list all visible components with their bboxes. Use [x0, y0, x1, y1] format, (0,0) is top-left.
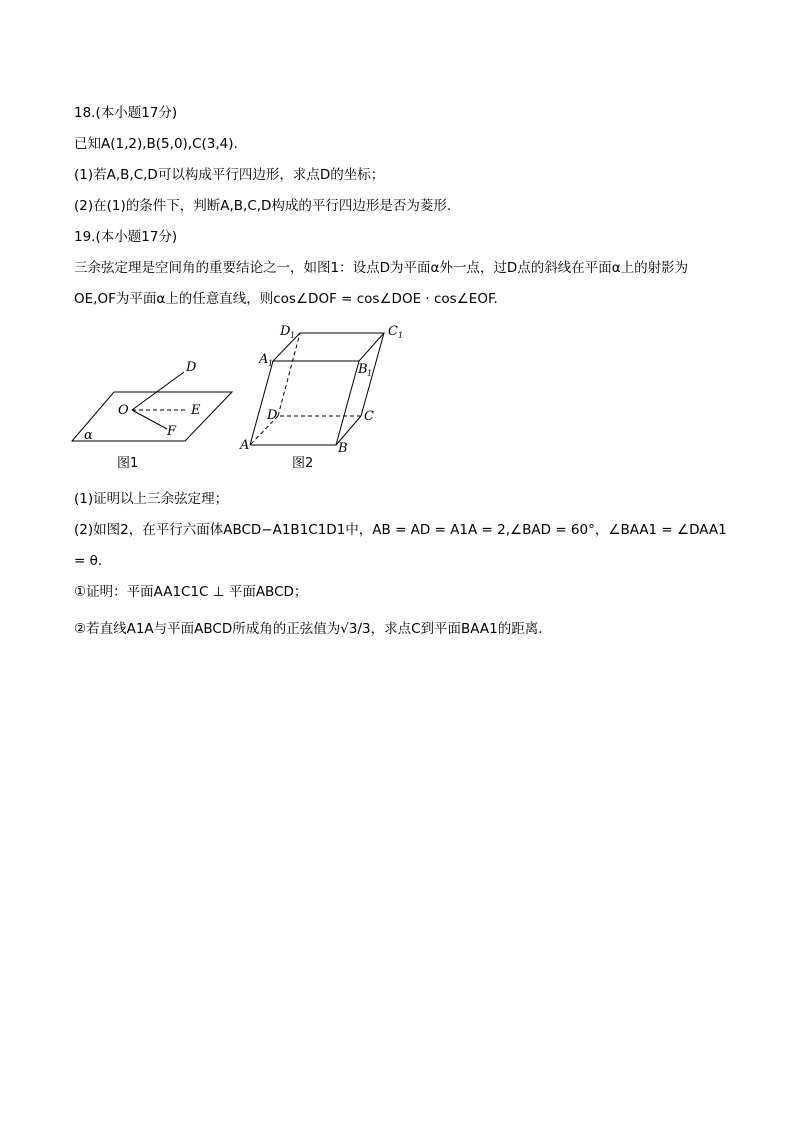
label-e: E	[191, 403, 201, 418]
label-a1-sub: 1	[268, 359, 274, 368]
figure-1	[72, 360, 232, 471]
q19-part2-line2: = θ.	[74, 553, 103, 569]
label-o: O	[118, 403, 129, 418]
edge-dd1	[278, 333, 300, 416]
label-d: D	[186, 360, 197, 375]
q18-part2: (2)在(1)的条件下，判断A,B,C,D构成的平行四边形是否为菱形.	[74, 198, 452, 214]
label-d-fig2: D	[267, 408, 278, 423]
q19-intro-line2: OE,OF为平面α上的任意直线，则cos∠DOF = cos∠DOE · cos∠EOF.	[74, 291, 498, 307]
label-b1-sub: 1	[367, 369, 373, 378]
figure-2	[239, 324, 403, 471]
q19-header: 19.(本小题17分)	[74, 229, 178, 245]
caption-fig1: 图1	[117, 456, 139, 471]
q19-part1: (1)证明以上三余弦定理；	[74, 491, 229, 507]
label-c1-sub: 1	[398, 331, 404, 340]
q19-intro-line1: 三余弦定理是空间角的重要结论之一，如图1：设点D为平面α外一点，过D点的斜线在平面α上的射影为	[74, 260, 689, 276]
label-alpha: α	[84, 428, 93, 443]
figures	[60, 318, 404, 473]
plane-alpha	[72, 392, 232, 441]
q18-given: 已知A(1,2),B(5,0),C(3,4).	[74, 136, 238, 152]
label-b-fig2: B	[338, 441, 348, 456]
label-c-fig2: C	[364, 409, 374, 424]
label-d1-sub: 1	[290, 331, 296, 340]
label-c1: C	[388, 324, 398, 339]
label-f: F	[167, 424, 177, 439]
label-a1: A	[259, 352, 269, 367]
label-a-fig2: A	[240, 438, 250, 453]
q19-part2-line1: (2)如图2，在平行六面体ABCD−A1B1C1D1中，AB = AD = A1A = 2,∠BAD = 60°，∠BAA1 = ∠DAA1	[74, 522, 727, 538]
caption-fig2: 图2	[292, 456, 314, 471]
q18-header: 18.(本小题17分)	[74, 105, 178, 121]
label-d1: D	[280, 324, 291, 339]
segment-of	[132, 410, 167, 429]
label-b1: B	[358, 362, 368, 377]
q18-part1: (1)若A,B,C,D可以构成平行四边形，求点D的坐标；	[74, 167, 385, 183]
segment-od	[132, 372, 184, 410]
q19-sub2: ②若直线A1A与平面ABCD所成角的正弦值为√3/3，求点C到平面BAA1的距离.	[74, 621, 543, 637]
q19-sub1: ①证明：平面AA1C1C ⊥ 平面ABCD；	[74, 584, 308, 600]
